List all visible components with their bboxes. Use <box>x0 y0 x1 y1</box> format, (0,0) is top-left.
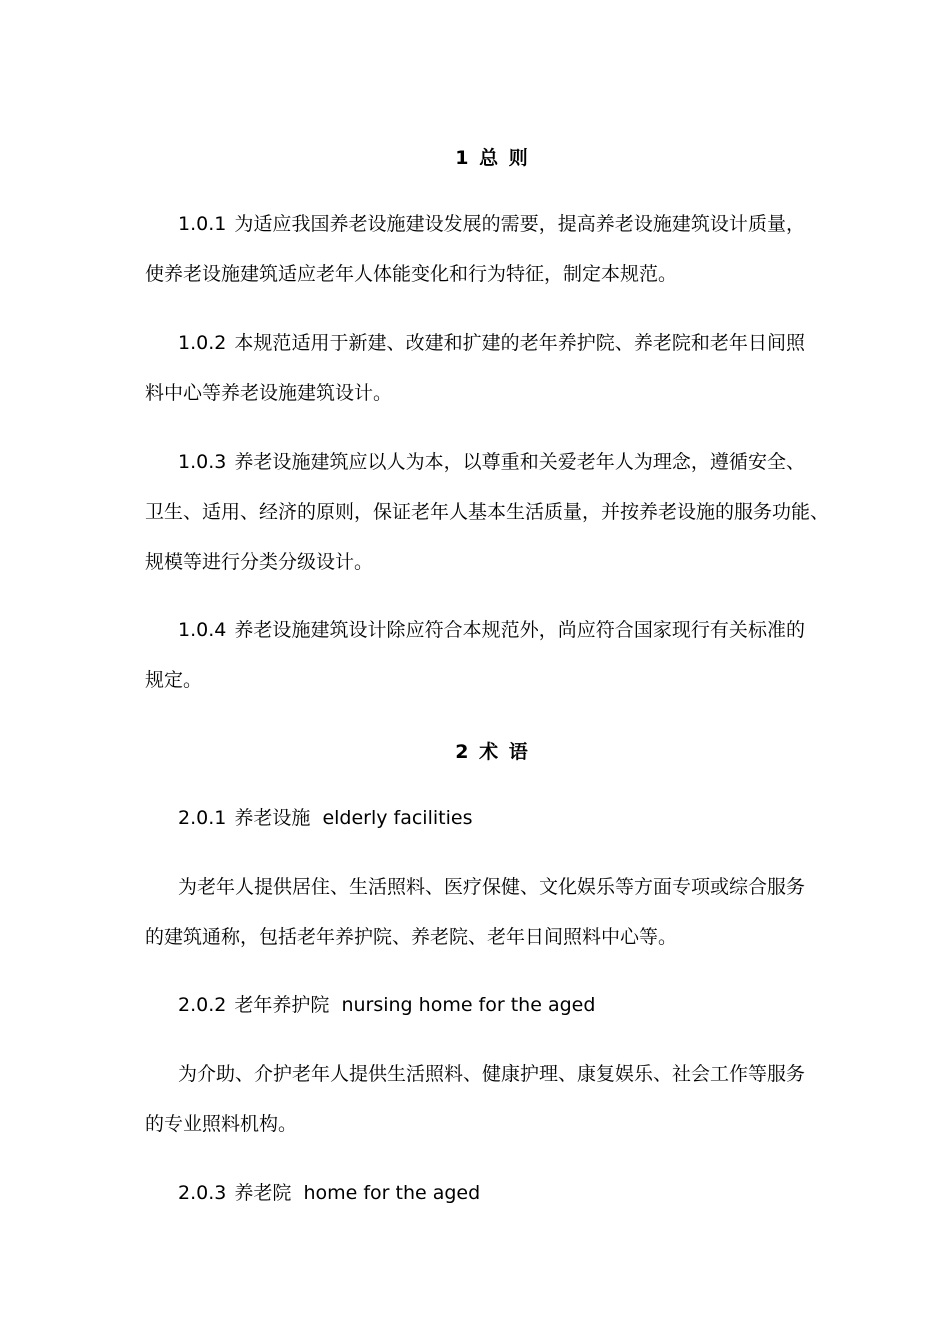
clause-1-0-4-line-2: 规定。 <box>145 669 203 691</box>
term-2-0-2 <box>178 993 595 1017</box>
clause-1-0-2 <box>178 331 805 355</box>
term-2-0-2-definition-line-2: 的专业照料机构。 <box>145 1113 298 1135</box>
clause-text: 养老设施建筑应以人为本，以尊重和关爱老年人为理念，遵循安全、 <box>234 451 805 473</box>
clause-1-0-3-line-3: 规模等进行分类分级设计。 <box>145 551 374 573</box>
clause-1-0-3-line-2: 卫生、适用、经济的原则，保证老年人基本生活质量，并按养老设施的服务功能、 <box>145 501 830 523</box>
term-number: 2.0.3 <box>178 1182 227 1204</box>
term-number: 2.0.1 <box>178 807 227 829</box>
term-number: 2.0.2 <box>178 994 227 1016</box>
term-2-0-1-definition-line-1: 为老年人提供居住、生活照料、医疗保健、文化娱乐等方面专项或综合服务 <box>178 876 806 898</box>
clause-number: 1.0.4 <box>178 619 227 641</box>
clause-1-0-1-line-2: 使养老设施建筑适应老年人体能变化和行为特征，制定本规范。 <box>145 263 678 285</box>
clause-number: 1.0.3 <box>178 451 227 473</box>
clause-text: 为适应我国养老设施建设发展的需要，提高养老设施建筑设计质量， <box>234 213 805 235</box>
clause-number: 1.0.1 <box>178 213 227 235</box>
term-title: 养老设施 elderly facilities <box>234 807 473 829</box>
term-title: 老年养护院 nursing home for the aged <box>234 994 596 1016</box>
term-2-0-1-definition-line-2: 的建筑通称，包括老年养护院、养老院、老年日间照料中心等。 <box>145 926 678 948</box>
term-2-0-2-definition-line-1: 为介助、介护老年人提供生活照料、健康护理、康复娱乐、社会工作等服务 <box>178 1063 806 1085</box>
section-heading-general: 1 总 则 <box>455 147 530 169</box>
clause-text: 本规范适用于新建、改建和扩建的老年养护院、养老院和老年日间照 <box>234 332 805 354</box>
clause-text: 养老设施建筑设计除应符合本规范外，尚应符合国家现行有关标准的 <box>234 619 805 641</box>
clause-number: 1.0.2 <box>178 332 227 354</box>
section-heading-terms: 2 术 语 <box>455 741 530 763</box>
clause-1-0-1 <box>178 212 805 236</box>
clause-1-0-2-line-2: 料中心等养老设施建筑设计。 <box>145 382 393 404</box>
clause-1-0-4 <box>178 618 805 642</box>
term-2-0-1 <box>178 806 472 830</box>
clause-1-0-3 <box>178 450 805 474</box>
term-title: 养老院 home for the aged <box>234 1182 481 1204</box>
term-2-0-3 <box>178 1181 480 1205</box>
